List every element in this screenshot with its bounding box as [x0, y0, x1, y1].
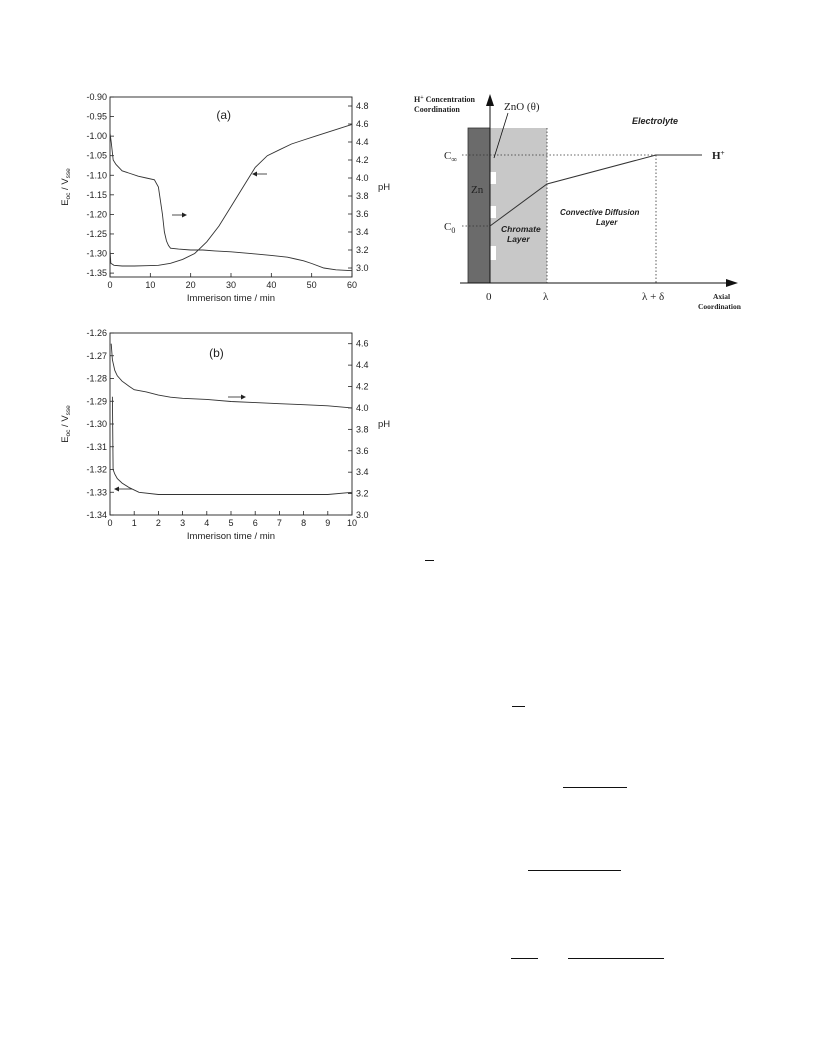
y2-axis-label: pH: [378, 419, 391, 430]
y-tick-label: -1.28: [86, 373, 107, 384]
x-tick-label: 4: [204, 518, 210, 528]
convective-label-1: Convective Diffusion: [560, 208, 640, 217]
zn-label: Zn: [471, 184, 484, 196]
y-tick-label: -1.10: [86, 170, 107, 181]
y2-tick-label: 4.6: [356, 119, 369, 129]
x-tick-label: 20: [185, 280, 196, 290]
series-line-potential: [112, 397, 352, 495]
y-axis-title-2: Coordination: [414, 105, 460, 114]
pore-2: [490, 206, 496, 218]
y2-tick-label: 3.2: [356, 488, 369, 499]
x-tick-label: 8: [301, 518, 307, 528]
y-axis-title: H+ Concentration: [414, 95, 475, 104]
y-tick-label: -1.30: [86, 419, 107, 429]
y-tick-label: -1.27: [86, 350, 107, 361]
series-line-ph: [111, 344, 352, 408]
chromate-label-2: Layer: [507, 234, 530, 244]
y2-tick-label: 4.0: [356, 402, 369, 413]
x-tick-label: 7: [276, 518, 282, 528]
x-tick-label: 6: [252, 518, 258, 528]
y-tick-label: -1.33: [86, 487, 107, 498]
chromate-label-1: Chromate: [501, 224, 541, 234]
y2-tick-label: 3.4: [356, 227, 369, 237]
y-tick-label: -1.25: [86, 228, 107, 239]
x-tick-label: 50: [306, 280, 317, 290]
y-tick-label: -0.95: [86, 111, 107, 122]
zn-block: [468, 128, 490, 283]
h-label: H+: [712, 149, 725, 162]
x-tick-label: 1: [131, 518, 137, 528]
y2-tick-label: 3.2: [356, 245, 369, 255]
y2-tick-label: 4.8: [356, 101, 369, 111]
fraction-bar-5: [511, 958, 538, 959]
y-axis-label: $E_{oc} / V_{sse}$: [60, 405, 72, 443]
panel-label: (b): [209, 346, 224, 360]
plot-frame: [110, 333, 352, 515]
x-tick-label: 30: [225, 280, 237, 290]
diffusion-schematic: [400, 80, 760, 320]
electrolyte-label: Electrolyte: [632, 116, 679, 126]
x-tick-label: 9: [325, 518, 331, 528]
x-axis-arrow: [726, 279, 738, 287]
x-tick-label: 40: [266, 280, 277, 290]
y2-tick-label: 4.4: [356, 360, 369, 371]
c0-label: $C_0$: [444, 221, 456, 235]
y-axis-arrow: [486, 94, 494, 106]
y-tick-label: -0.90: [86, 92, 107, 102]
y-tick-label: -1.15: [86, 189, 107, 200]
x-tick-label: 0: [107, 518, 113, 528]
x-axis-title-2: Coordination: [698, 302, 741, 311]
y-tick-label: -1.05: [86, 150, 107, 161]
tick-lambda: λ: [543, 291, 549, 303]
fraction-bar-1: [425, 560, 434, 561]
fraction-bar-4: [528, 870, 621, 871]
x-tick-label: 0: [107, 280, 113, 290]
y2-tick-label: 3.4: [356, 467, 369, 478]
y2-tick-label: 3.0: [356, 263, 369, 273]
x-axis-label: Immerison time / min: [186, 531, 276, 542]
y-tick-label: -1.32: [86, 464, 107, 475]
x-tick-label: 5: [228, 518, 234, 528]
y2-axis-label: pH: [378, 182, 391, 193]
y2-tick-label: 4.6: [356, 338, 369, 349]
y-tick-label: -1.34: [86, 510, 107, 520]
y2-tick-label: 4.4: [356, 137, 369, 147]
c-inf-label: $C_\infty$: [444, 150, 458, 164]
x-tick-label: 2: [155, 518, 161, 528]
y2-tick-label: 3.6: [356, 209, 369, 219]
y-tick-label: -1.26: [86, 328, 107, 338]
pore-3: [490, 246, 496, 260]
y2-tick-label: 3.0: [356, 510, 369, 520]
y-axis-label: $E_{oc} / V_{sse}$: [60, 168, 72, 206]
x-tick-label: 10: [145, 280, 156, 290]
y2-tick-label: 4.2: [356, 381, 369, 392]
fraction-bar-6: [568, 958, 664, 959]
y-tick-label: -1.00: [86, 131, 107, 142]
fraction-bar-3: [563, 787, 627, 788]
tick-zero: 0: [486, 291, 492, 303]
x-tick-label: 10: [346, 518, 358, 528]
y-tick-label: -1.31: [86, 441, 107, 452]
y2-tick-label: 3.6: [356, 445, 369, 456]
pore-1: [490, 172, 496, 184]
x-tick-label: 60: [346, 280, 358, 290]
y-tick-label: -1.29: [86, 396, 107, 407]
y-tick-label: -1.30: [86, 248, 107, 259]
y-tick-label: -1.35: [86, 268, 107, 279]
y-tick-label: -1.20: [86, 209, 107, 220]
panel-label: (a): [216, 108, 232, 122]
tick-lambda-delta: λ + δ: [642, 291, 665, 303]
zno-label: ZnO (θ): [504, 101, 540, 113]
y2-tick-label: 3.8: [356, 424, 369, 435]
fraction-bar-2: [512, 706, 525, 707]
y2-tick-label: 4.2: [356, 155, 369, 165]
x-axis-title-1: Axial: [713, 292, 731, 301]
y2-tick-label: 4.0: [356, 173, 369, 183]
x-tick-label: 3: [180, 518, 186, 528]
convective-label-2: Layer: [596, 218, 618, 227]
arrow-right-icon: [228, 395, 246, 400]
x-axis-label: Immerison time / min: [186, 293, 276, 304]
y2-tick-label: 3.8: [356, 191, 369, 201]
